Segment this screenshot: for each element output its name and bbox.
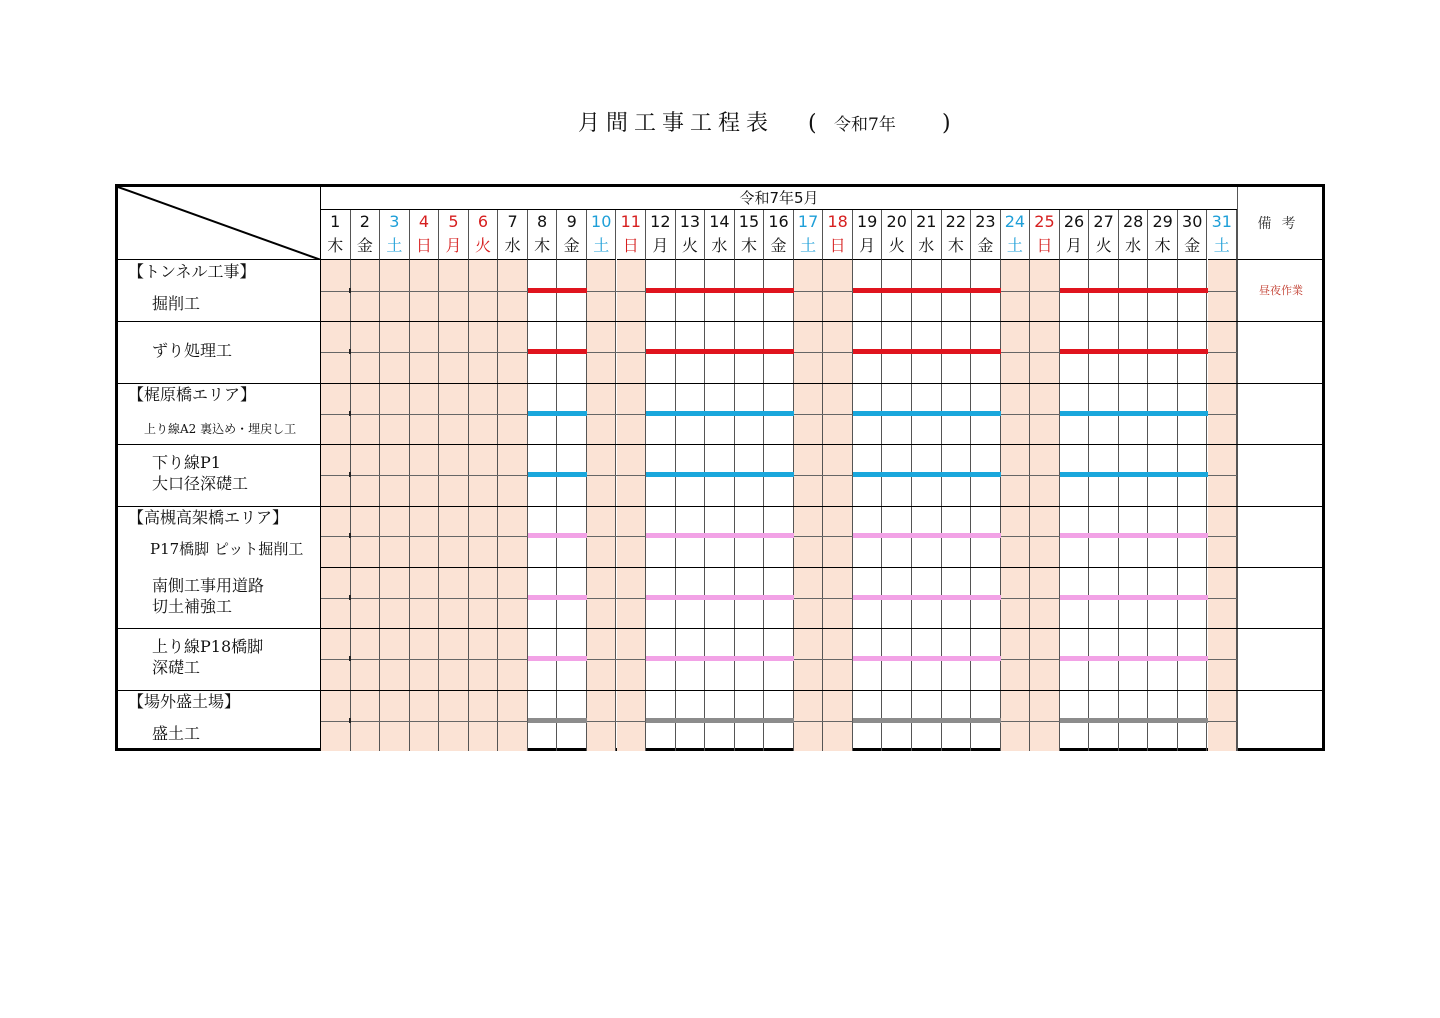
day-number: 3 (389, 212, 400, 231)
day-header-3 (380, 210, 410, 260)
work-bar-red (853, 288, 1001, 293)
work-bar-blue (853, 411, 1001, 416)
work-bar-pink (646, 533, 794, 538)
day-header-19 (853, 210, 883, 260)
day-number: 2 (359, 212, 370, 231)
day-header-27 (1089, 210, 1119, 260)
day-header-23 (971, 210, 1001, 260)
day-header-31 (1208, 210, 1238, 260)
day-header-18 (823, 210, 853, 260)
notes-header: 備考 (1237, 187, 1325, 260)
day-weekday: 日 (829, 236, 846, 255)
row-divider (118, 383, 1325, 384)
day-number: 28 (1122, 212, 1144, 231)
day-number: 22 (945, 212, 966, 231)
day-number: 9 (566, 212, 577, 231)
day-header-22 (942, 210, 972, 260)
work-bar-red (528, 288, 587, 293)
day-weekday: 金 (563, 236, 580, 255)
day-weekday: 月 (652, 236, 669, 255)
row-divider (321, 567, 1325, 568)
work-bar-pink (853, 595, 1001, 600)
title-main: 月間工事工程表 (578, 111, 775, 136)
day-number: 23 (975, 212, 996, 231)
remarks-text: 昼夜作業 (1259, 284, 1303, 297)
task-label: 盛土工 (152, 723, 201, 743)
day-header-20 (882, 210, 912, 260)
work-bar-blue (1060, 411, 1208, 416)
day-weekday: 火 (475, 236, 492, 255)
day-header-16 (764, 210, 794, 260)
month-header: 令和7年5月 (321, 187, 1237, 210)
work-bar-gray (1060, 718, 1208, 723)
start-tick (349, 718, 351, 723)
work-bar-blue (528, 411, 587, 416)
row-divider (118, 690, 1325, 691)
work-bar-red (646, 349, 794, 354)
schedule-table (115, 184, 1325, 751)
day-header-9 (557, 210, 587, 260)
work-bar-pink (646, 595, 794, 600)
day-number: 21 (916, 212, 937, 231)
task-label: 上り線P18橋脚 (152, 637, 264, 657)
task-label: 下り線P1 (152, 453, 221, 473)
day-header-17 (794, 210, 824, 260)
document-title (0, 106, 1440, 146)
day-number: 14 (709, 212, 730, 231)
work-bar-red (853, 349, 1001, 354)
day-weekday: 火 (888, 236, 905, 255)
day-weekday: 土 (593, 236, 610, 255)
work-bar-pink (1060, 595, 1208, 600)
day-number: 8 (537, 212, 548, 231)
day-weekday: 日 (622, 236, 639, 255)
day-header-26 (1060, 210, 1090, 260)
day-weekday: 木 (534, 236, 551, 255)
work-bar-red (646, 288, 794, 293)
day-number: 17 (797, 212, 819, 231)
day-weekday: 火 (681, 236, 698, 255)
day-number: 29 (1152, 212, 1173, 231)
start-tick (349, 411, 351, 416)
title-paren-open: ( (808, 111, 817, 136)
title-year: 令和7年 (834, 115, 896, 135)
day-number: 11 (620, 212, 641, 231)
work-bar-blue (1060, 472, 1208, 477)
day-header-25 (1030, 210, 1060, 260)
day-number: 7 (507, 212, 518, 231)
work-bar-pink (853, 656, 1001, 661)
day-number: 24 (1004, 212, 1026, 231)
task-label: P17橋脚 ピット掘削工 (150, 539, 304, 558)
day-header-1 (321, 210, 351, 260)
day-weekday: 木 (947, 236, 964, 255)
day-weekday: 木 (327, 236, 344, 255)
work-bar-pink (853, 533, 1001, 538)
day-weekday: 月 (1066, 236, 1083, 255)
work-bar-pink (1060, 656, 1208, 661)
day-weekday: 水 (918, 236, 935, 255)
start-tick (349, 288, 351, 293)
work-bar-gray (646, 718, 794, 723)
section-title: 【梶原橋エリア】 (128, 384, 257, 404)
day-header-13 (676, 210, 706, 260)
day-number: 16 (768, 212, 789, 231)
work-bar-blue (528, 472, 587, 477)
day-number: 1 (330, 212, 341, 231)
day-weekday: 金 (770, 236, 787, 255)
start-tick (349, 656, 351, 661)
section-title: 【高槻高架橋エリア】 (128, 507, 289, 527)
day-number: 31 (1211, 212, 1232, 231)
work-bar-pink (528, 533, 587, 538)
task-label: 大口径深礎工 (152, 474, 249, 494)
start-tick (349, 533, 351, 538)
section-title: 【トンネル工事】 (128, 262, 256, 281)
day-header-7 (498, 210, 528, 260)
day-weekday: 水 (711, 236, 728, 255)
task-label: 深礎工 (152, 658, 201, 678)
row-divider (118, 321, 1325, 322)
day-number: 4 (418, 212, 429, 231)
day-number: 30 (1182, 212, 1203, 231)
row-divider (118, 506, 1325, 507)
day-weekday: 木 (740, 236, 757, 255)
day-weekday: 土 (1213, 236, 1230, 255)
day-number: 27 (1093, 212, 1114, 231)
start-tick (349, 349, 351, 354)
day-header-21 (912, 210, 942, 260)
day-weekday: 土 (1006, 236, 1023, 255)
work-bar-blue (646, 411, 794, 416)
day-header-11 (617, 210, 647, 260)
day-header-10 (587, 210, 617, 260)
day-header-14 (705, 210, 735, 260)
day-header-24 (1001, 210, 1031, 260)
row-divider (118, 628, 1325, 629)
day-header-4 (410, 210, 440, 260)
day-weekday: 金 (356, 236, 373, 255)
day-header-28 (1119, 210, 1149, 260)
day-weekday: 月 (859, 236, 876, 255)
day-weekday: 日 (415, 236, 432, 255)
work-bar-red (528, 349, 587, 354)
day-weekday: 土 (800, 236, 817, 255)
work-bar-red (1060, 288, 1208, 293)
work-bar-blue (853, 472, 1001, 477)
work-bar-gray (528, 718, 587, 723)
day-weekday: 水 (1125, 236, 1142, 255)
day-number: 13 (679, 212, 701, 231)
day-weekday: 土 (386, 236, 403, 255)
task-label: ずり処理工 (152, 341, 233, 361)
row-divider (118, 444, 1325, 445)
start-tick (349, 472, 351, 477)
day-number: 10 (591, 212, 612, 231)
task-label: 掘削工 (152, 294, 201, 313)
day-header-30 (1178, 210, 1208, 260)
work-bar-pink (1060, 533, 1208, 538)
work-bar-pink (646, 656, 794, 661)
work-bar-pink (528, 656, 587, 661)
day-number: 18 (827, 212, 848, 231)
day-header-29 (1148, 210, 1178, 260)
day-number: 5 (448, 212, 459, 231)
day-weekday: 金 (1184, 236, 1201, 255)
day-weekday: 日 (1036, 236, 1053, 255)
section-title: 【場外盛土場】 (128, 691, 241, 711)
task-label: 南側工事用道路 (152, 576, 265, 595)
day-number: 12 (650, 212, 671, 231)
day-number: 19 (856, 212, 878, 231)
day-weekday: 木 (1154, 236, 1171, 255)
day-number: 25 (1034, 212, 1055, 231)
task-label: 上り線A2 裏込め・埋戻し工 (144, 421, 297, 436)
day-weekday: 金 (977, 236, 994, 255)
day-number: 20 (886, 212, 907, 231)
diagonal-line (118, 187, 321, 260)
work-bar-blue (646, 472, 794, 477)
work-bar-red (1060, 349, 1208, 354)
day-weekday: 水 (504, 236, 521, 255)
day-header-8 (528, 210, 558, 260)
task-label: 切土補強工 (152, 597, 233, 616)
day-weekday: 火 (1095, 236, 1112, 255)
work-bar-gray (853, 718, 1001, 723)
day-header-15 (735, 210, 765, 260)
day-header-2 (351, 210, 381, 260)
day-header-12 (646, 210, 676, 260)
day-number: 15 (738, 212, 760, 231)
start-tick (349, 595, 351, 600)
day-header-5 (439, 210, 469, 260)
work-bar-pink (528, 595, 587, 600)
day-header-6 (469, 210, 499, 260)
day-number: 6 (477, 212, 489, 231)
day-number: 26 (1063, 212, 1085, 231)
corner-cell (118, 187, 321, 260)
title-paren-close: ) (942, 111, 951, 136)
day-weekday: 月 (445, 236, 462, 255)
